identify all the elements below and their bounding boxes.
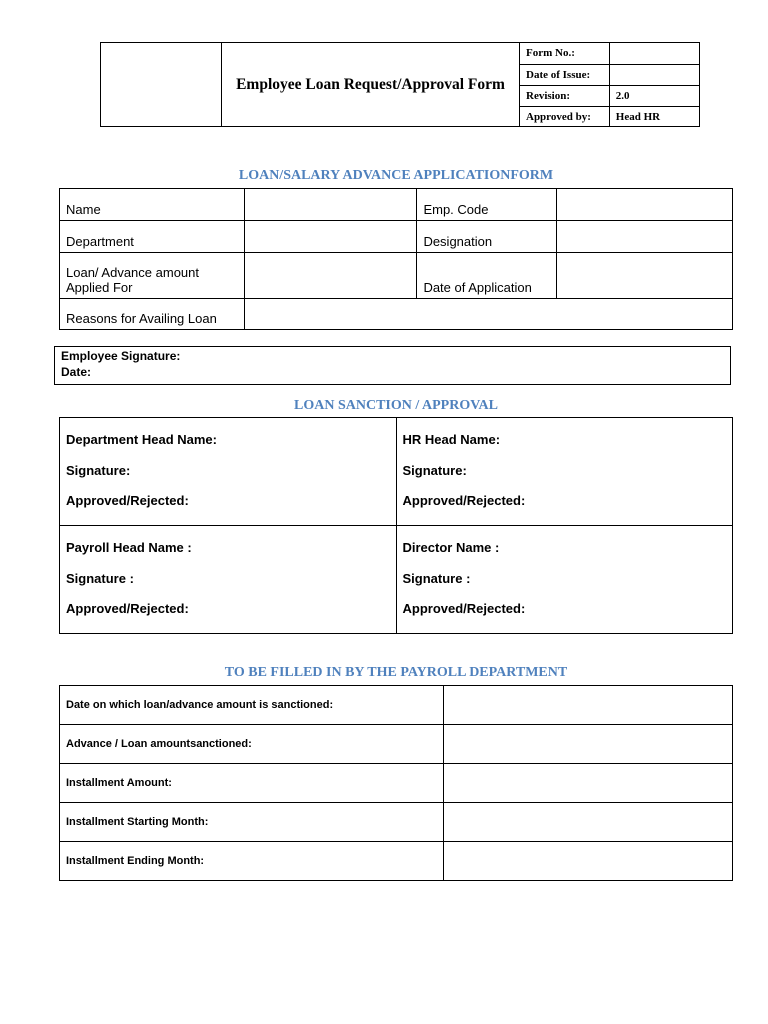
department-head-signature-label: Signature: <box>66 462 131 478</box>
department-field[interactable] <box>244 221 417 253</box>
employee-signature-label: Employee Signature: <box>61 349 181 363</box>
application-heading: LOAN/SALARY ADVANCE APPLICATIONFORM <box>238 168 554 183</box>
director-status-label: Approved/Rejected: <box>402 601 526 616</box>
payroll-table <box>59 685 733 881</box>
logo-cell <box>101 43 222 126</box>
director-cell[interactable] <box>396 526 733 634</box>
payroll-head-cell[interactable] <box>60 526 397 634</box>
payroll-head-name-label: Payroll Head Name : <box>66 540 192 555</box>
sanctioned-amount-label: Advance / Loan amountsanctioned: <box>60 725 444 764</box>
employee-signature-box[interactable] <box>54 346 731 385</box>
sanction-date-field[interactable] <box>443 686 733 725</box>
installment-end-label: Installment Ending Month: <box>60 842 444 881</box>
date-of-application-field[interactable] <box>557 253 733 299</box>
form-no-label: Form No.: <box>520 43 610 64</box>
installment-amount-label: Installment Amount: <box>60 764 444 803</box>
approved-by-label: Approved by: <box>520 106 610 127</box>
name-field[interactable] <box>244 189 417 221</box>
revision-label: Revision: <box>520 85 610 106</box>
payroll-heading: TO BE FILLED IN BY THE PAYROLL DEPARTMENT <box>224 665 568 680</box>
sanctioned-amount-field[interactable] <box>443 725 733 764</box>
approval-table <box>59 417 733 634</box>
department-head-status-label: Approved/Rejected: <box>66 493 189 508</box>
reasons-field[interactable] <box>244 299 732 330</box>
department-head-cell[interactable] <box>60 418 397 526</box>
date-of-issue-value[interactable] <box>609 64 699 85</box>
form-title: Employee Loan Request/Approval Form <box>236 75 505 93</box>
table-row <box>60 803 733 842</box>
approval-heading: LOAN SANCTION / APPROVAL <box>294 398 498 413</box>
name-label: Name <box>60 189 245 221</box>
date-of-application-label: Date of Application <box>417 253 557 299</box>
designation-label: Designation <box>417 221 557 253</box>
table-row <box>60 686 733 725</box>
hr-head-status-label: Approved/Rejected: <box>402 493 526 508</box>
emp-code-label: Emp. Code <box>417 189 557 221</box>
revision-value: 2.0 <box>609 85 699 106</box>
hr-head-name-label: HR Head Name: <box>402 432 501 447</box>
installment-start-label: Installment Starting Month: <box>60 803 444 842</box>
hr-head-cell[interactable] <box>396 418 733 526</box>
application-table <box>59 188 733 330</box>
installment-end-field[interactable] <box>443 842 733 881</box>
loan-amount-field[interactable] <box>244 253 417 299</box>
payroll-head-status-label: Approved/Rejected: <box>66 601 189 616</box>
emp-code-field[interactable] <box>557 189 733 221</box>
date-of-issue-label: Date of Issue: <box>520 64 610 85</box>
form-header <box>100 42 700 127</box>
hr-head-signature-label: Signature: <box>402 462 467 478</box>
director-name-label: Director Name : <box>402 540 500 555</box>
form-meta-table <box>519 43 699 127</box>
installment-start-field[interactable] <box>443 803 733 842</box>
department-label: Department <box>60 221 245 253</box>
installment-amount-field[interactable] <box>443 764 733 803</box>
designation-field[interactable] <box>557 221 733 253</box>
sanction-date-label: Date on which loan/advance amount is sanctioned: <box>60 686 444 725</box>
approved-by-value: Head HR <box>609 106 699 127</box>
department-head-name-label: Department Head Name: <box>66 432 217 447</box>
reasons-label: Reasons for Availing Loan <box>60 299 245 330</box>
table-row <box>60 842 733 881</box>
table-row <box>60 764 733 803</box>
form-no-value[interactable] <box>609 43 699 64</box>
table-row <box>60 725 733 764</box>
payroll-head-signature-label: Signature : <box>66 570 134 586</box>
signature-date-label: Date: <box>61 365 92 379</box>
director-signature-label: Signature : <box>402 570 471 586</box>
loan-amount-label: Loan/ Advance amount Applied For <box>60 253 245 299</box>
